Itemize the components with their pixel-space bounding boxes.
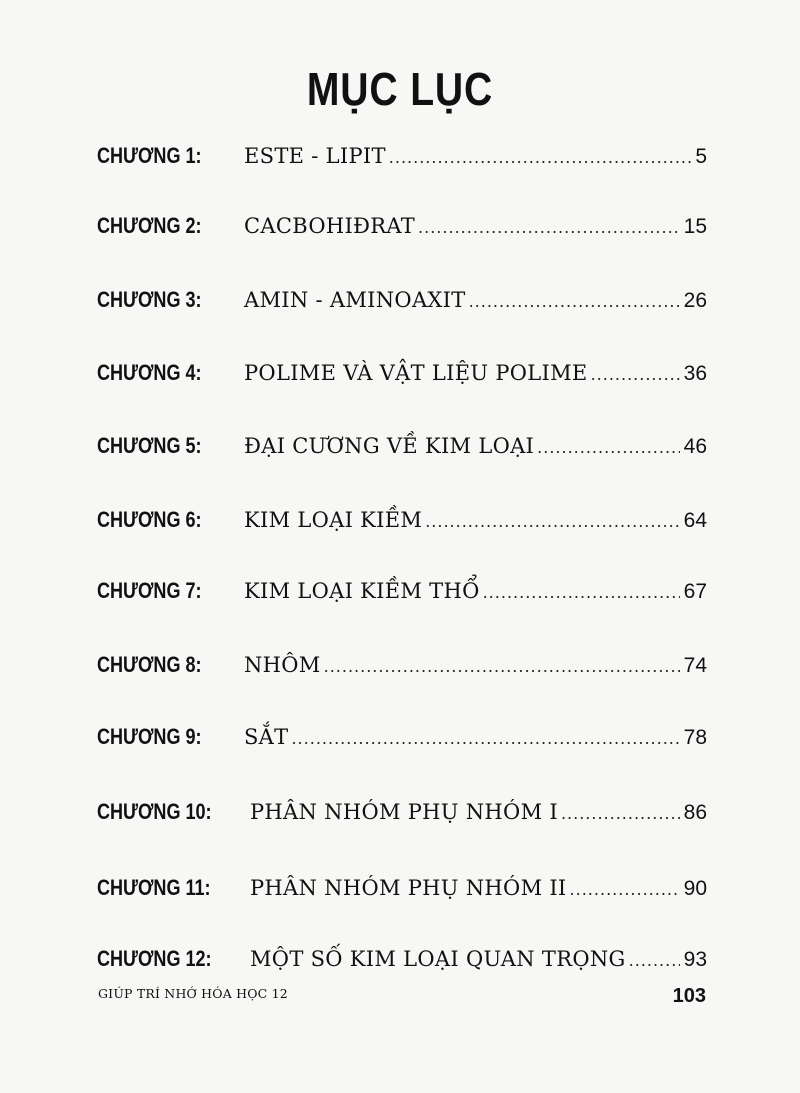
page-number: 78 [683,726,707,749]
chapter-label: CHƯƠNG 7: [97,578,202,603]
chapter-label: CHƯƠNG 6: [97,507,202,532]
dot-leader [483,583,680,602]
chapter-title: KIM LOẠI KIỀM THỔ [244,579,480,603]
toc-entry [97,724,707,764]
folio-page-number: 103 [672,985,706,1007]
chapter-label: CHƯƠNG 12: [97,946,212,971]
chapter-title: CACBOHIĐRAT [244,214,416,238]
chapter-label: CHƯƠNG 9: [97,724,202,749]
page-number: 74 [683,654,707,677]
chapter-title: KIM LOẠI KIỀM [244,508,423,532]
chapter-title: PHÂN NHÓM PHỤ NHÓM II [250,876,567,900]
chapter-title: NHÔM [244,653,321,677]
chapter-label: CHƯƠNG 3: [97,287,202,312]
dot-leader [591,365,680,384]
toc-entry [97,507,707,547]
chapter-title: MỘT SỐ KIM LOẠI QUAN TRỌNG [250,947,626,971]
chapter-title: ĐẠI CƯƠNG VỀ KIM LOẠI [244,434,535,458]
toc-entry [97,360,707,400]
dot-leader [537,438,679,457]
chapter-title: AMIN - AMINOAXIT [244,288,466,312]
page-number: 90 [683,877,707,900]
toc-entry [97,578,707,618]
dot-leader [324,657,680,676]
chapter-title: SẮT [244,725,289,749]
dot-leader [291,729,679,748]
chapter-title: ESTE - LIPIT [244,144,386,168]
chapter-label: CHƯƠNG 8: [97,652,202,677]
running-footer-title: GIÚP TRÍ NHỚ HÓA HỌC 12 [98,986,288,1001]
toc-entry [97,946,707,986]
page-number: 46 [683,435,707,458]
toc-entry [97,213,707,253]
chapter-label: CHƯƠNG 11: [97,875,211,900]
page-number: 93 [683,948,707,971]
toc-entry [97,433,707,473]
page-number: 26 [683,289,707,312]
chapter-title: PHÂN NHÓM PHỤ NHÓM I [250,800,558,824]
dot-leader [570,880,680,899]
chapter-label: CHƯƠNG 10: [97,799,212,824]
dot-leader [629,951,680,970]
dot-leader [418,218,680,237]
chapter-label: CHƯƠNG 4: [97,360,202,385]
page-number: 67 [683,580,707,603]
toc-entry [97,652,707,692]
dot-leader [389,148,692,167]
toc-entry [97,799,707,839]
toc-entry [97,143,707,183]
toc-entry [97,875,707,915]
dot-leader [561,804,680,823]
page-number: 5 [695,145,707,168]
dot-leader [425,512,679,531]
chapter-title: POLIME VÀ VẬT LIỆU POLIME [244,361,588,385]
page-number: 64 [683,509,707,532]
dot-leader [469,292,680,311]
chapter-label: CHƯƠNG 5: [97,433,202,458]
page-title: MỤC LỤC [306,63,494,115]
page-number: 15 [683,215,707,238]
chapter-label: CHƯƠNG 1: [97,143,202,168]
page-number: 86 [683,801,707,824]
toc-entry [97,287,707,327]
page-number: 36 [683,362,707,385]
chapter-label: CHƯƠNG 2: [97,213,202,238]
